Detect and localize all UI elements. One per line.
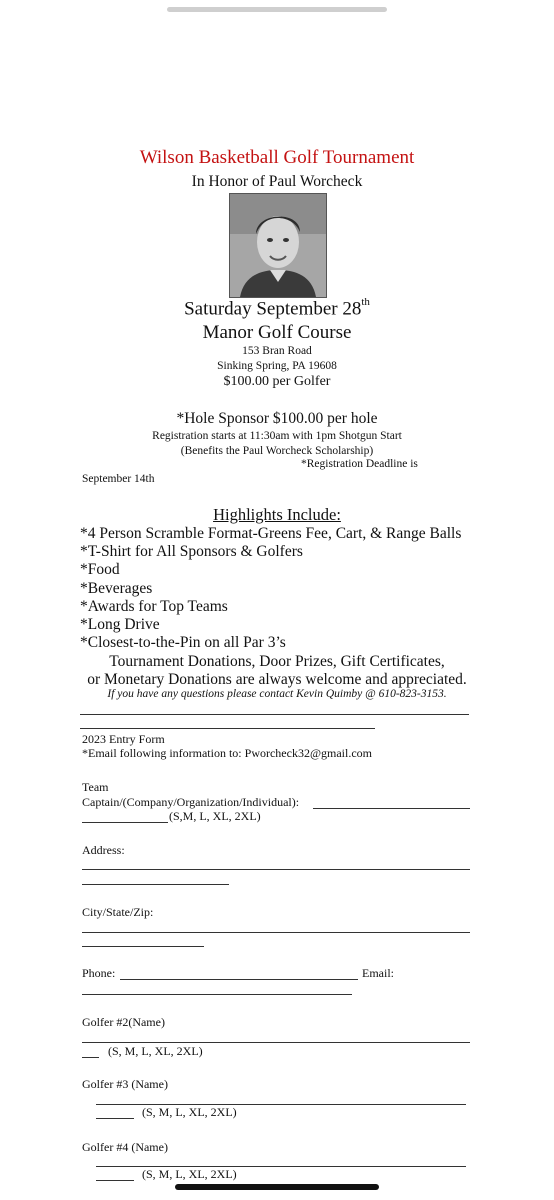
entry-form-title: 2023 Entry Form <box>82 732 165 746</box>
home-indicator[interactable] <box>175 1184 379 1190</box>
tournament-subtitle: In Honor of Paul Worcheck <box>191 173 363 190</box>
captain-size-blank[interactable] <box>82 822 168 823</box>
hole-sponsor-price: *Hole Sponsor $100.00 per hole <box>176 410 378 427</box>
phone-blank[interactable] <box>120 979 358 980</box>
divider-line <box>80 728 375 729</box>
highlight-item: *Long Drive <box>80 616 160 633</box>
golfer-2-label: Golfer #2(Name) <box>82 1015 165 1029</box>
event-date <box>0 298 554 320</box>
golfer-4-size-blank[interactable] <box>96 1180 134 1181</box>
honoree-portrait-image <box>230 194 326 297</box>
scholarship-note: (Benefits the Paul Worcheck Scholarship) <box>180 445 374 457</box>
email-blank[interactable] <box>82 994 352 995</box>
city-state-zip-blank[interactable] <box>82 932 470 933</box>
highlight-item: *T-Shirt for All Sponsors & Golfers <box>80 543 303 560</box>
golfer-4-label: Golfer #4 (Name) <box>82 1140 168 1154</box>
top-scroll-indicator <box>167 7 387 12</box>
highlight-item: *Awards for Top Teams <box>80 598 228 615</box>
registration-deadline-part1: *Registration Deadline is <box>301 458 418 470</box>
honoree-photo <box>229 193 327 298</box>
event-venue: Manor Golf Course <box>202 322 352 343</box>
tournament-title: Wilson Basketball Golf Tournament <box>139 147 415 168</box>
address-blank[interactable] <box>82 869 470 870</box>
email-label: Email: <box>362 966 394 980</box>
team-label: Team <box>82 780 109 794</box>
venue-address-street: 153 Bran Road <box>242 345 312 357</box>
golfer-3-size-blank[interactable] <box>96 1118 134 1119</box>
donations-line-1: Tournament Donations, Door Prizes, Gift Certificates, <box>109 653 445 670</box>
highlight-item: *Closest-to-the-Pin on all Par 3’s <box>80 634 286 651</box>
golfer-3-label: Golfer #3 (Name) <box>82 1077 168 1091</box>
highlights-heading: Highlights Include: <box>213 505 341 524</box>
highlight-item: *Food <box>80 561 120 578</box>
event-date-suffix: th <box>361 296 370 308</box>
contact-note: If you have any questions please contact Kevin Quimby @ 610-823-3153. <box>107 688 447 700</box>
golfer-price: $100.00 per Golfer <box>223 374 331 389</box>
golfer-2-name-blank[interactable] <box>82 1042 470 1043</box>
address-blank-2[interactable] <box>82 884 229 885</box>
registration-time: Registration starts at 11:30am with 1pm Shotgun Start <box>152 430 402 442</box>
captain-name-blank[interactable] <box>313 808 470 809</box>
registration-deadline-part2: September 14th <box>82 473 155 485</box>
email-instruction: *Email following information to: Pworcheck32@gmail.com <box>82 746 372 760</box>
captain-label: Captain/(Company/Organization/Individual): <box>82 795 300 809</box>
captain-size-options: (S,M, L, XL, 2XL) <box>169 809 261 823</box>
donations-line-2: or Monetary Donations are always welcome and appreciated. <box>87 671 467 688</box>
golfer-2-size-blank[interactable] <box>82 1057 99 1058</box>
city-state-zip-label: City/State/Zip: <box>82 905 154 919</box>
venue-address-city: Sinking Spring, PA 19608 <box>217 360 337 372</box>
golfer-2-size-options: (S, M, L, XL, 2XL) <box>108 1044 203 1058</box>
phone-label: Phone: <box>82 966 116 980</box>
golfer-3-size-options: (S, M, L, XL, 2XL) <box>142 1105 237 1119</box>
event-date-text: Saturday September 28 <box>184 298 362 320</box>
golfer-4-size-options: (S, M, L, XL, 2XL) <box>142 1167 237 1181</box>
address-label: Address: <box>82 843 125 857</box>
highlight-item: *4 Person Scramble Format-Greens Fee, Cart, & Range Balls <box>80 525 462 542</box>
divider-line <box>80 714 469 715</box>
city-state-zip-blank-2[interactable] <box>82 946 204 947</box>
highlight-item: *Beverages <box>80 580 153 597</box>
